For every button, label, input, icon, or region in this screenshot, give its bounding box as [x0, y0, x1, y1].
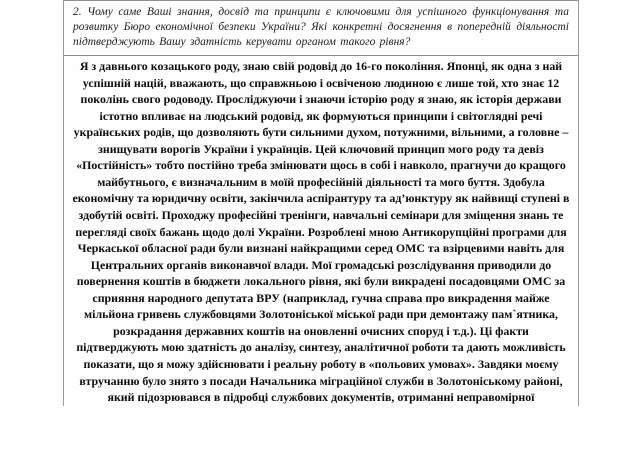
document-table — [63, 0, 579, 406]
answer-text: Я з давнього козацького роду, знаю свій родовід до 16-го покоління. Японці, як одна з най успішній націй, вважають, що справжньою і освіченою людиною є лише той, хто знає 12 поколінь свого родоводу. Просліджуючи і знаючи історію роду я знаю, як історія держави істотно впливає на людський родовід, як формуються принципи і світоглядні речі українських родів, що дозволяють бути сильними духом, потужними, вільними, а головне – знищувати ворогів України і українців. Цей ключовий принцип мого роду та девіз «Постійність» тобто постійно треба змінювати щось в собі і навколо, прагнучи до кращого майбутнього, є визначальним в моїй професійній діяльності та мого буття. Здобула економічну та юридичну освіти, закінчила аспірантуру та ад’юнктуру як найвищі ступені в здобутій освіті. Проходжу професійні тренінги, навчальні семінари для зміщення знань те перегляді своїх бажань щодо долі України. Розроблені мною Антикорупційні програми для Черкаської обласної ради були визнані найкращими серед ОМС та взірцевими навіть для Центральних органів виконавчої влади. Мої громадські розслідування приводили до повернення коштів в бюджети локального рівня, які були викрадені посадовцями ОМС за сприяння народного депутата ВРУ (наприклад, гучна справа про викрадення майже мільйона гривень службовцями Золотоніської міської ради при демонтажу пам`ятника, розкрадання державних коштів на оновленні очисних споруд і т.д.). Ці факти підтверджують мою здатність до аналізу, синтезу, аналітичної роботи та дають можливість показати, що я можу здійснювати і реальну роботу в «польових умовах». Завдяки моєму втручанню було знято з посади Начальника міграційної служби в Золотоніському районі, який підозрювався в підробці службових документів, отриманні неправомірної — [72, 59, 570, 405]
answer-cell — [64, 56, 579, 406]
question-cell — [64, 0, 579, 56]
question-text: 2. Чому саме Ваші знання, досвід та принципи є ключовими для успішного функціонування та розвитку Бюро економічної безпеки України? Які конкретні досягнення в попередній діяльності підтверджують Вашу здатність керувати органом такого рівня? — [73, 5, 569, 48]
table-row-answer — [64, 56, 579, 406]
table-row-question — [64, 0, 579, 56]
document-table-body — [64, 0, 579, 406]
